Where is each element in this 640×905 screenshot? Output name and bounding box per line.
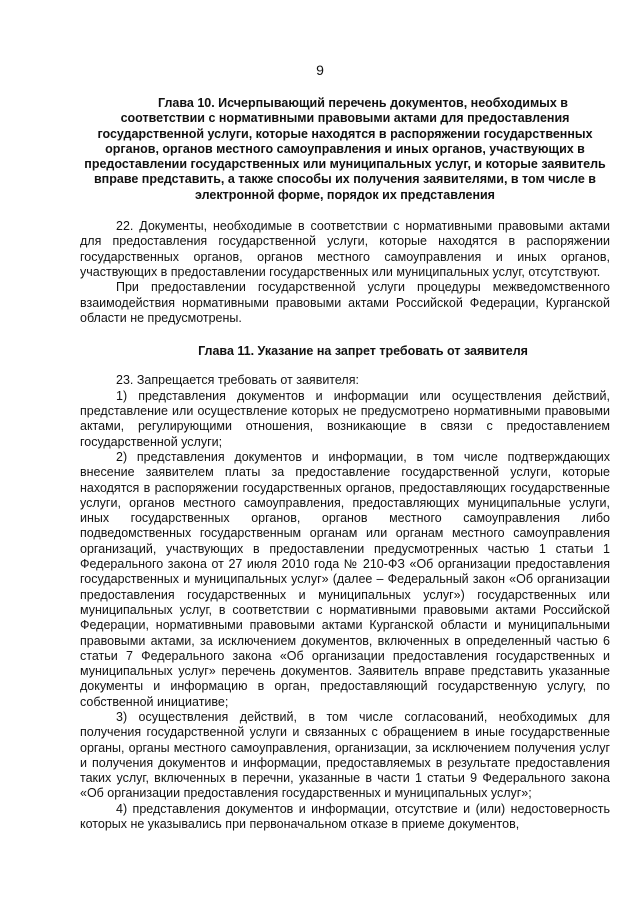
paragraph-22-interagency: При предоставлении государственной услуги процедуры межведомственного взаимодействия нормативными правовыми актами Российской Федерации, Курганской области не предусмотрены.	[80, 280, 610, 325]
page-number: 9	[316, 62, 324, 78]
paragraph-22: 22. Документы, необходимые в соответствии с нормативными правовыми актами для предоставления государственной услуги, которые находятся в распоряжении государственных органов, органов местного самоуправления и иных органов, участвующих в предоставлении государственных или муниципальных услуг, отсутствуют.	[80, 219, 610, 279]
paragraph-23-item-4: 4) представления документов и информации, отсутствие и (или) недостоверность которых не указывались при первоначальном отказе в приеме документов,	[80, 801, 610, 832]
paragraph-23-item-1: 1) представления документов и информации или осуществления действий, представление или осуществление которых не предусмотрено нормативными правовыми актами, регулирующими отношения, возникающие в связи с предоставлением государственной услуги;	[80, 388, 610, 449]
paragraph-23: 23. Запрещается требовать от заявителя:	[116, 373, 359, 388]
document-body	[80, 96, 610, 832]
paragraph-23-item-2: 2) представления документов и информации, в том числе подтверждающих внесение заявителем платы за предоставление государственной услуги, которые находятся в распоряжении государственных органов, предоставляющих государственные услуги, органов местного самоуправления, предоставляющих муниципальные услуги, иных государственных органов, органов местного самоуправления либо подведомственных государственным органам или органам местного самоуправления организаций, участвующих в предоставлении предусмотренных частью 1 статьи 1 Федерального закона от 27 июля 2010 года № 210-ФЗ «Об организации предоставления государственных и муниципальных услуг» (далее – Федеральный закон «Об организации предоставления государственных и муниципальных услуг») государственных или муниципальных услуг, в соответствии с нормативными правовыми актами Российской Федерации, нормативными правовыми актами Курганской области и муниципальными правовыми актами, за исключением документов, включенных в определенный частью 6 статьи 7 Федерального закона «Об организации предоставления государственных и муниципальных услуг» перечень документов. Заявитель вправе представить указанные документы и информацию в орган, предоставляющий государственную услугу, по собственной инициативе;	[80, 449, 610, 709]
paragraph-23-item-3: 3) осуществления действий, в том числе согласований, необходимых для получения государственной услуги и связанных с обращением в иные государственные органы, органы местного самоуправления, организации, за исключением получения услуг и получения документов и информации, предоставляемых в результате предоставления таких услуг, включенных в перечни, указанные в части 1 статьи 9 Федерального закона «Об организации предоставления государственных и муниципальных услуг»;	[80, 709, 610, 801]
chapter-11-title: Глава 11. Указание на запрет требовать от заявителя	[198, 344, 528, 359]
chapter-10-title: Глава 10. Исчерпывающий перечень документов, необходимых в соответствии с нормативными правовыми актами для предоставления государственной услуги, которые находятся в распоряжении государственных органов, органов местного самоуправления и иных органов, участвующих в предоставлении государственных или муниципальных услуг, и которые заявитель вправе представить, а также способы их получения заявителями, в том числе в электронной форме, порядок их представления	[84, 96, 606, 202]
